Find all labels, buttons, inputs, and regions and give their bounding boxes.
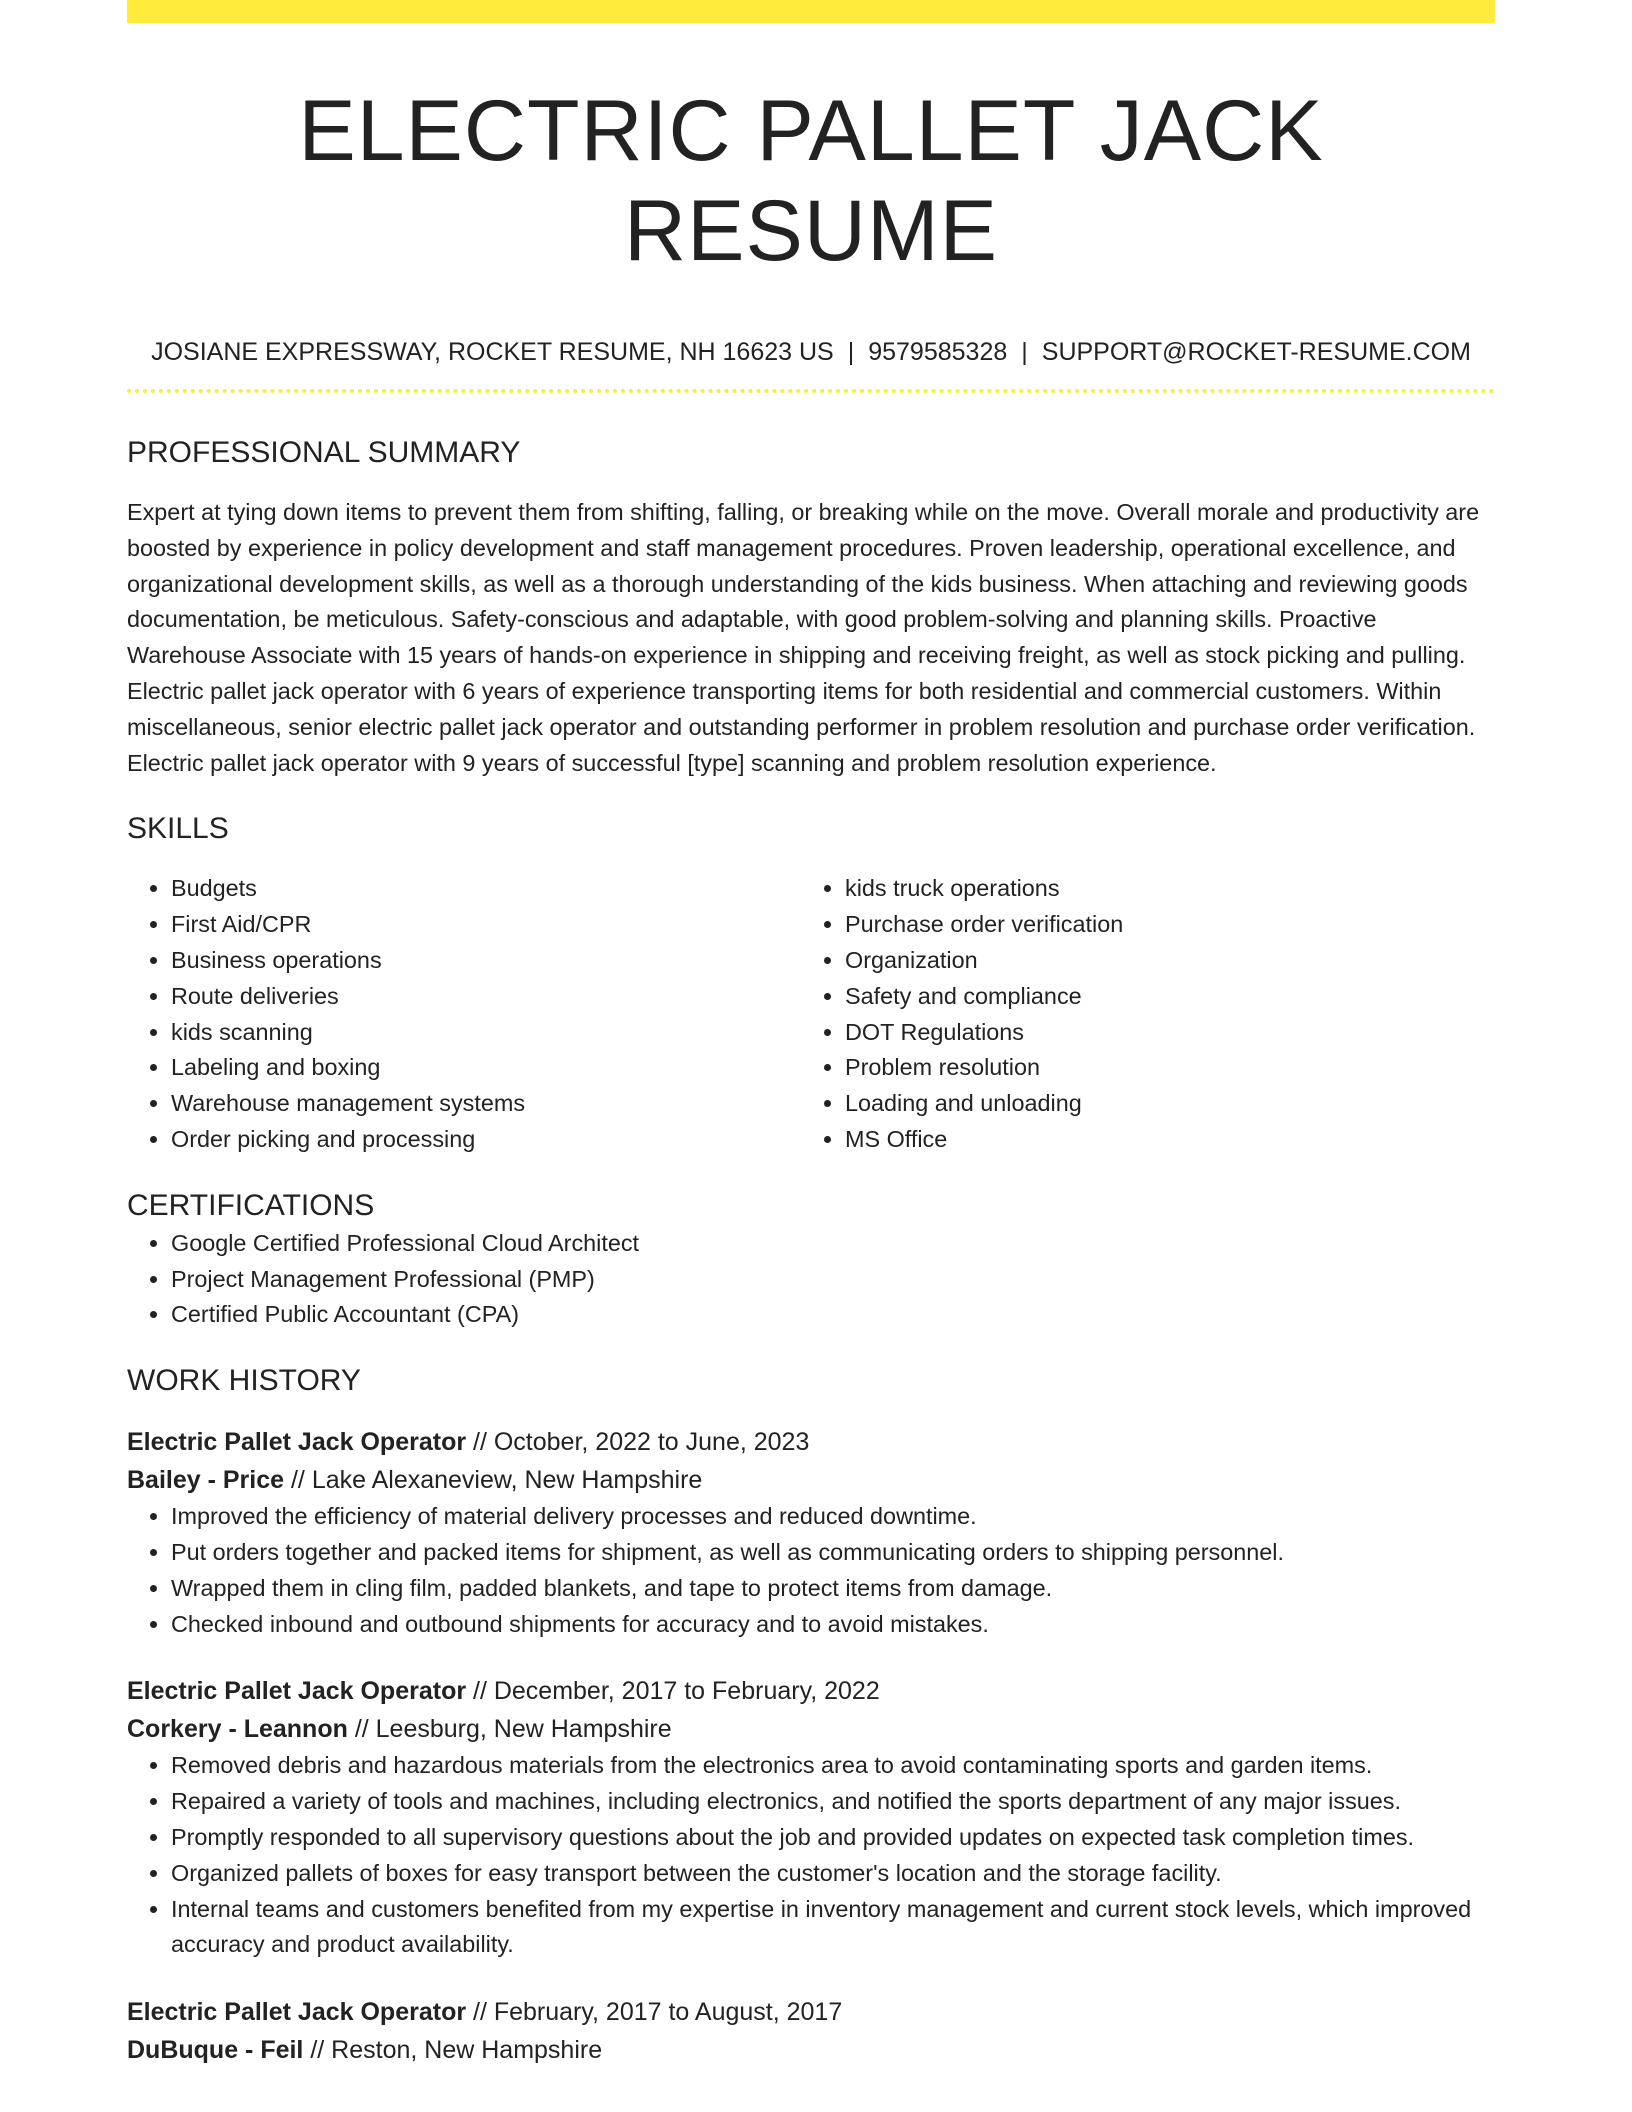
- contact-separator: |: [847, 338, 855, 366]
- job-title: Electric Pallet Jack Operator: [127, 1428, 467, 1457]
- skill-item: • Loading and unloading: [845, 1086, 1475, 1122]
- job-title-line: [127, 1672, 1495, 1710]
- skill-item: • Route deliveries: [171, 979, 801, 1015]
- job-entry: [127, 1672, 1495, 1963]
- certification-item: • Google Certified Professional Cloud Architect: [171, 1226, 1495, 1262]
- job-dates: // December, 2017 to February, 2022: [466, 1677, 880, 1706]
- job-title-line: [127, 1423, 1495, 1461]
- job-company: Bailey - Price: [127, 1466, 285, 1495]
- skill-item: • Problem resolution: [845, 1050, 1475, 1086]
- job-bullet: • Removed debris and hazardous materials from the electronics area to avoid contaminating sports and garden items.: [171, 1748, 1495, 1784]
- contact-separator: |: [1021, 338, 1028, 366]
- job-company: DuBuque - Feil: [127, 2036, 304, 2065]
- certification-item: • Certified Public Accountant (CPA): [171, 1297, 1495, 1333]
- skill-item: • MS Office: [845, 1122, 1475, 1158]
- skill-item: • First Aid/CPR: [171, 907, 801, 943]
- job-company-line: [127, 1710, 1495, 1748]
- work-history-heading: WORK HISTORY: [127, 1364, 361, 1398]
- skill-item: • Labeling and boxing: [171, 1050, 801, 1086]
- skills-list-left: [127, 871, 801, 1157]
- accent-top-bar: [127, 0, 1495, 23]
- job-bullet: • Improved the efficiency of material delivery processes and reduced downtime.: [171, 1499, 1495, 1535]
- skill-item: • Budgets: [171, 871, 801, 907]
- skill-item: • Purchase order verification: [845, 907, 1475, 943]
- job-bullet: • Wrapped them in cling film, padded blankets, and tape to protect items from damage.: [171, 1571, 1495, 1607]
- job-dates: // February, 2017 to August, 2017: [466, 1998, 843, 2027]
- contact-line: [127, 335, 1495, 369]
- certifications-list: [127, 1226, 1495, 1333]
- skill-item: • Order picking and processing: [171, 1122, 801, 1158]
- job-location: // Lake Alexaneview, New Hampshire: [284, 1466, 703, 1495]
- certification-item: • Project Management Professional (PMP): [171, 1262, 1495, 1298]
- job-title: Electric Pallet Jack Operator: [127, 1998, 467, 2027]
- contact-phone: 9579585328: [868, 338, 1008, 366]
- job-title: Electric Pallet Jack Operator: [127, 1677, 467, 1706]
- job-bullet: • Checked inbound and outbound shipments for accuracy and to avoid mistakes.: [171, 1607, 1495, 1643]
- job-dates: // October, 2022 to June, 2023: [466, 1428, 810, 1457]
- job-entry: [127, 1993, 1495, 2069]
- skill-item: • Safety and compliance: [845, 979, 1475, 1015]
- certifications-heading: CERTIFICATIONS: [127, 1188, 375, 1222]
- job-bullet: • Repaired a variety of tools and machines, including electronics, and notified the sports department of any major issues.: [171, 1784, 1495, 1820]
- skill-item: • kids truck operations: [845, 871, 1475, 907]
- job-bullet: • Put orders together and packed items for shipment, as well as communicating orders to shipping personnel.: [171, 1535, 1495, 1571]
- skill-item: • Business operations: [171, 943, 801, 979]
- skills-list-right: [801, 871, 1475, 1157]
- job-bullets: [127, 1499, 1495, 1642]
- summary-text: Expert at tying down items to prevent them from shifting, falling, or breaking while on the move. Overall morale and productivity are boosted by experience in policy development and staff management procedures. Proven leadership, operational excellence, and organizational development skills, as well as a thorough understanding of the kids business. When attaching and reviewing goods documentation, be meticulous. Safety-conscious and adaptable, with good problem-solving and planning skills. Proactive Warehouse Associate with 15 years of hands-on experience in shipping and receiving freight, as well as stock picking and pulling. Electric pallet jack operator with 6 years of experience transporting items for both residential and commercial customers. Within miscellaneous, senior electric pallet jack operator and outstanding performer in problem resolution and purchase order verification. Electric pallet jack operator with 9 years of successful [type] scanning and problem resolution experience.: [127, 499, 1480, 776]
- skill-item: • Warehouse management systems: [171, 1086, 801, 1122]
- dotted-divider: [127, 389, 1495, 393]
- resume-content: [127, 23, 1495, 2069]
- job-bullets: [127, 1748, 1495, 1963]
- skill-item: • DOT Regulations: [845, 1015, 1475, 1051]
- skills-heading: SKILLS: [127, 812, 229, 846]
- job-company-line: [127, 2031, 1495, 2069]
- job-company: Corkery - Leannon: [127, 1715, 348, 1744]
- job-bullet: • Internal teams and customers benefited from my expertise in inventory management and current stock levels, which improved accuracy and product availability.: [171, 1892, 1495, 1964]
- skill-item: • Organization: [845, 943, 1475, 979]
- skill-item: • kids scanning: [171, 1015, 801, 1051]
- job-location: // Reston, New Hampshire: [303, 2036, 603, 2065]
- skills-column-left: [127, 871, 801, 1157]
- job-bullet: • Promptly responded to all supervisory questions about the job and provided updates on expected task completion times.: [171, 1820, 1495, 1856]
- summary-heading: PROFESSIONAL SUMMARY: [127, 436, 521, 469]
- contact-email: SUPPORT@ROCKET-RESUME.COM: [1041, 338, 1471, 366]
- contact-address: JOSIANE EXPRESSWAY, ROCKET RESUME, NH 16623 US: [151, 338, 834, 366]
- job-location: // Leesburg, New Hampshire: [347, 1715, 672, 1744]
- skills-column-right: [801, 871, 1475, 1157]
- resume-title: ELECTRIC PALLET JACK RESUME: [298, 83, 1324, 279]
- skills-grid: [127, 871, 1495, 1157]
- job-title-line: [127, 1993, 1495, 2031]
- job-bullet: • Organized pallets of boxes for easy transport between the customer's location and the storage facility.: [171, 1856, 1495, 1892]
- job-entry: [127, 1423, 1495, 1642]
- job-company-line: [127, 1461, 1495, 1499]
